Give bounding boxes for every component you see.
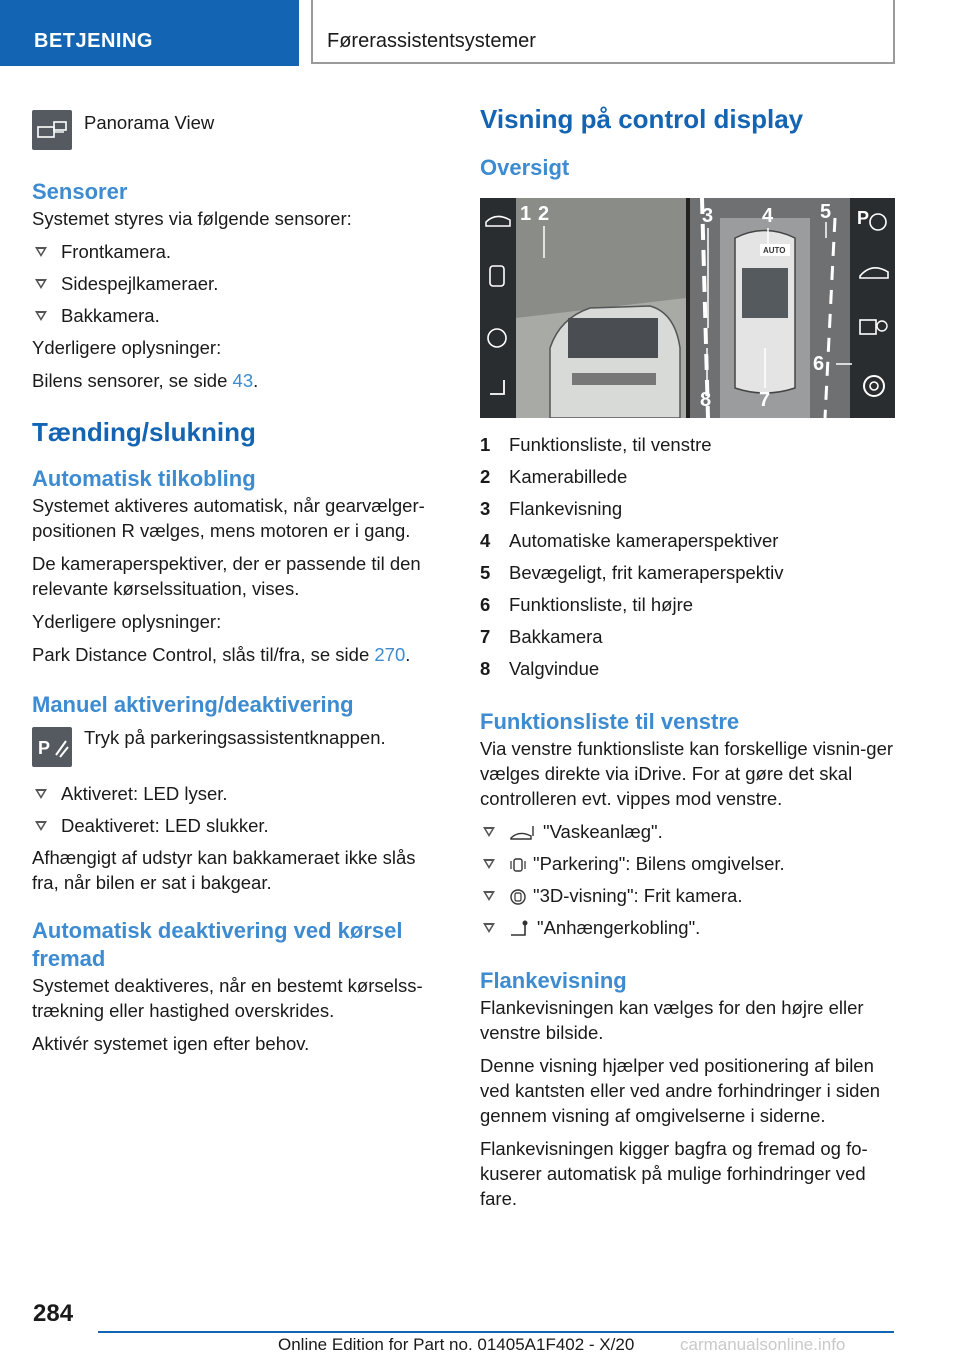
legend-item: 4 Automatiske kameraperspektiver bbox=[480, 530, 779, 551]
list-item: Sidespejlkameraer. bbox=[32, 271, 442, 296]
funk-heading: Funktionsliste til venstre bbox=[480, 709, 740, 734]
legend-item: 5 Bevægeligt, frit kameraperspektiv bbox=[480, 562, 784, 583]
bullet-triangle-icon bbox=[35, 247, 47, 257]
funk-list bbox=[480, 819, 900, 940]
bullet-triangle-icon bbox=[483, 891, 495, 901]
edition-text: Online Edition for Part no. 01405A1F402 - X/20 bbox=[278, 1335, 635, 1354]
legend-item: 6 Funktionsliste, til højre bbox=[480, 594, 694, 615]
car-wash-icon bbox=[509, 824, 537, 842]
left-column bbox=[32, 100, 442, 1064]
list-item: "Vaskeanlæg". bbox=[480, 819, 900, 844]
paragraph: Aktivér systemet igen efter behov. bbox=[32, 1033, 310, 1054]
bilens-sensorer-ref: Bilens sensorer, se side 43. bbox=[32, 370, 259, 391]
auto-deakt-heading: Automatisk deaktivering ved kørsel fremad bbox=[32, 918, 403, 971]
control-display-figure bbox=[480, 198, 895, 418]
right-column bbox=[480, 100, 900, 1219]
sensorer-intro: Systemet styres via følgende sensorer: bbox=[32, 208, 352, 229]
paragraph: Afhængigt af udstyr kan bakkameraet ikke slås fra, når bilen er sat i bakgear. bbox=[32, 847, 416, 893]
trailer-hitch-icon bbox=[509, 919, 531, 939]
figure-callout: 4 bbox=[762, 205, 774, 227]
manuel-heading: Manuel aktivering/deaktivering bbox=[32, 692, 354, 717]
figure-callout: 6 bbox=[813, 353, 825, 375]
list-item: Frontkamera. bbox=[32, 239, 442, 264]
section-tab[interactable]: BETJENING bbox=[0, 0, 299, 66]
chapter-title: Førerassistentsystemer bbox=[311, 0, 895, 64]
taending-heading: Tænding/slukning bbox=[32, 417, 256, 447]
auto-badge-label: AUTO bbox=[763, 246, 786, 255]
panorama-view-label: Panorama View bbox=[84, 112, 215, 133]
more-info-label: Yderligere oplysninger: bbox=[32, 611, 222, 632]
legend-item: 8 Valgvindue bbox=[480, 658, 600, 679]
figure-callout: 1 bbox=[520, 203, 532, 225]
paragraph: Flankevisningen kan vælges for den højre eller venstre bilside. bbox=[480, 997, 864, 1043]
parking-button-text: Tryk på parkeringsassistentknappen. bbox=[84, 727, 386, 748]
page-number: 284 bbox=[33, 1300, 74, 1327]
list-item: "Anhængerkobling". bbox=[480, 915, 900, 940]
bullet-triangle-icon bbox=[483, 827, 495, 837]
paragraph: Flankevisningen kigger bagfra og fremad og fo-kuserer automatisk på mulige forhindringer ved fare. bbox=[480, 1138, 868, 1209]
list-item: "3D-visning": Frit kamera. bbox=[480, 883, 900, 908]
paragraph: Via venstre funktionsliste kan forskellige visnin-ger vælges direkte via iDrive. For at gøre det skal controlleren evt. vippes mod venstre. bbox=[480, 738, 894, 809]
parking-button-row bbox=[32, 725, 442, 775]
svg-text:P: P bbox=[38, 738, 51, 758]
svg-text:P: P bbox=[857, 208, 870, 228]
figure-callout: 5 bbox=[820, 201, 832, 223]
sensorer-heading: Sensorer bbox=[32, 179, 128, 204]
paragraph: Systemet aktiveres automatisk, når gearvælger-positionen R vælges, mens motoren er i gang. bbox=[32, 495, 425, 541]
legend-item: 3 Flankevisning bbox=[480, 498, 623, 519]
manuel-list bbox=[32, 781, 442, 838]
bullet-triangle-icon bbox=[483, 923, 495, 933]
legend-item: 2 Kamerabillede bbox=[480, 466, 628, 487]
list-item: "Parkering": Bilens omgivelser. bbox=[480, 851, 900, 876]
panorama-view-row bbox=[32, 106, 442, 148]
visning-heading: Visning på control display bbox=[480, 104, 804, 134]
bullet-triangle-icon bbox=[35, 279, 47, 289]
oversigt-heading: Oversigt bbox=[480, 155, 570, 180]
parking-assist-button-icon bbox=[32, 727, 72, 767]
figure-callout: 7 bbox=[759, 389, 771, 411]
3d-view-icon bbox=[509, 887, 527, 907]
parking-surround-icon bbox=[509, 855, 527, 875]
bullet-triangle-icon bbox=[35, 311, 47, 321]
page-header bbox=[0, 0, 960, 66]
figure-callout: 8 bbox=[700, 389, 712, 411]
figure-callout: 3 bbox=[702, 205, 714, 227]
list-item: Aktiveret: LED lyser. bbox=[32, 781, 442, 806]
list-item: Deaktiveret: LED slukker. bbox=[32, 813, 442, 838]
figure-legend bbox=[480, 432, 900, 681]
bullet-triangle-icon bbox=[35, 821, 47, 831]
watermark: carmanualsonline.info bbox=[680, 1335, 846, 1354]
bullet-triangle-icon bbox=[483, 859, 495, 869]
bullet-triangle-icon bbox=[35, 789, 47, 799]
sensorer-list bbox=[32, 239, 442, 328]
flank-heading: Flankevisning bbox=[480, 968, 627, 993]
pdc-ref: Park Distance Control, slås til/fra, se side 270. bbox=[32, 644, 411, 665]
legend-item: 7 Bakkamera bbox=[480, 626, 603, 647]
footer-divider bbox=[98, 1331, 894, 1333]
paragraph: De kameraperspektiver, der er passende til den relevante kørselssituation, vises. bbox=[32, 553, 421, 599]
more-info-label: Yderligere oplysninger: bbox=[32, 337, 222, 358]
list-item: Bakkamera. bbox=[32, 303, 442, 328]
paragraph: Systemet deaktiveres, når en bestemt kørselsstrækning eller hastighed overskrides. bbox=[32, 975, 423, 1021]
paragraph: Denne visning hjælper ved positionering af bilen ved kantsten eller ved andre forhindringer i siden gennem visning af omgivelserne i siderne. bbox=[480, 1055, 881, 1126]
page-link[interactable]: 270 bbox=[374, 644, 406, 665]
auto-tilkobling-heading: Automatisk tilkobling bbox=[32, 466, 256, 491]
panorama-view-icon bbox=[32, 110, 72, 150]
legend-item: 1 Funktionsliste, til venstre bbox=[480, 434, 712, 455]
page-link[interactable]: 43 bbox=[232, 370, 254, 391]
figure-callout: 2 bbox=[538, 203, 550, 225]
